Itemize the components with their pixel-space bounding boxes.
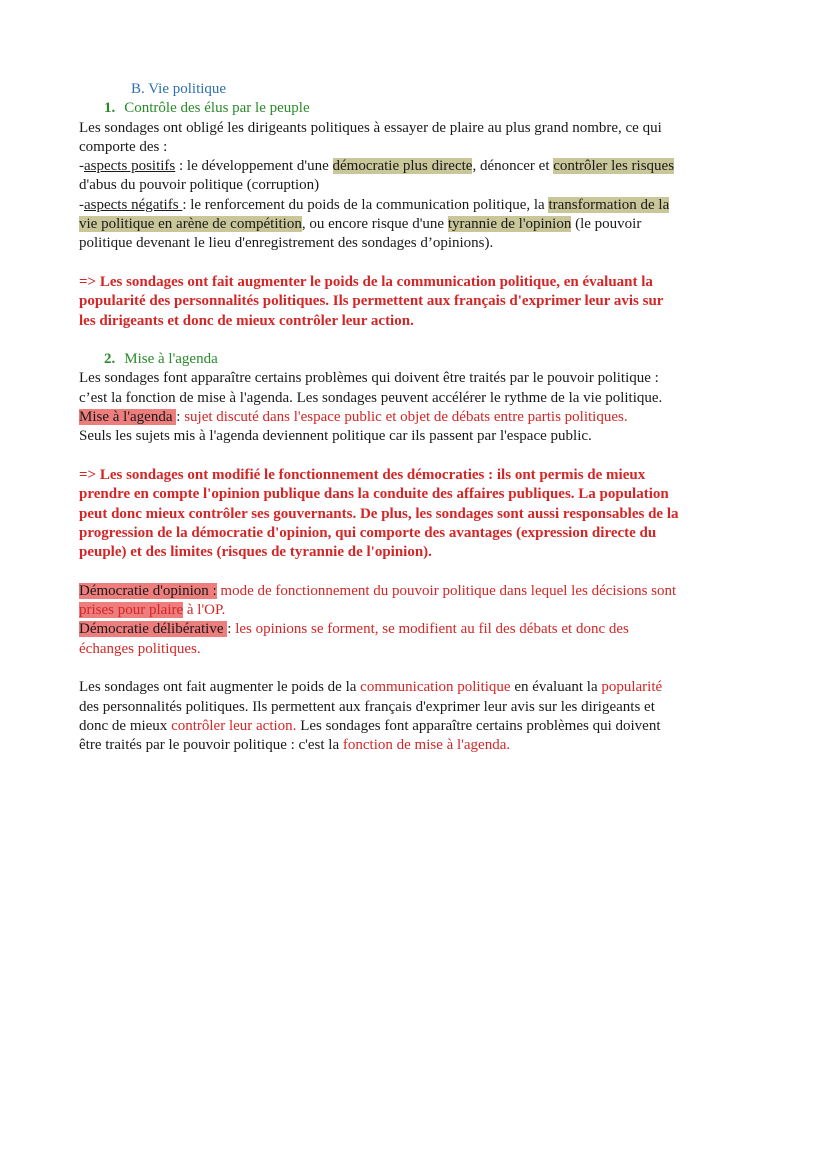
text-span: : le développement d'une <box>175 158 333 175</box>
definition-democratie-opinion: mode de fonctionnement du pouvoir politique dans lequel les décisions sont <box>216 582 677 599</box>
colon: : <box>176 409 181 426</box>
text-line: d'abus du pouvoir politique (corruption) <box>79 177 320 194</box>
text-line: les dirigeants et donc de mieux contrôler leur action. <box>79 312 414 329</box>
term-aspects-negatifs: aspects négatifs <box>84 196 183 213</box>
highlight-transformation: transformation de la <box>548 196 670 213</box>
text-line: popularité des personnalités politiques. Ils permettent aux français d'exprimer leur avis sur <box>79 293 664 310</box>
text-span: Les sondages ont fait augmenter le poids de la <box>79 679 361 696</box>
spacer <box>79 562 749 581</box>
term-mise-a-agenda: Mise à l'agenda <box>79 409 177 426</box>
text-line: comporte des : <box>79 138 168 155</box>
text-span: en évaluant la <box>510 679 602 696</box>
text-span: , dénoncer et <box>472 158 554 175</box>
keyword-agenda: fonction de mise à l'agenda. <box>342 737 511 754</box>
text-line <box>79 678 749 697</box>
term-democratie-opinion: Démocratie d'opinion : <box>79 582 217 599</box>
colon: : <box>227 621 232 638</box>
subsection-heading-1 <box>79 99 749 118</box>
text-line: échanges politiques. <box>79 640 201 657</box>
text-line <box>79 601 749 620</box>
text-line <box>79 157 749 176</box>
highlight-controler-risques: contrôler les risques <box>553 158 675 175</box>
highlight-arene: vie politique en arène de compétition <box>79 216 302 233</box>
definitions <box>79 582 749 659</box>
document-content <box>79 80 749 755</box>
term-aspects-positifs: aspects positifs <box>84 158 176 175</box>
summary-paragraph <box>79 678 749 755</box>
term-democratie-deliberative: Démocratie délibérative <box>79 621 228 638</box>
highlight-democratie-directe: démocratie plus directe <box>332 158 473 175</box>
text-span: (le pouvoir <box>571 216 642 233</box>
text-span: , ou encore risque d'une <box>301 216 448 233</box>
subsection-title: Mise à l'agenda <box>124 351 218 368</box>
text-line: Les sondages font apparaître certains problèmes qui doivent être traités par le pouvoir politique : <box>79 370 659 387</box>
spacer <box>79 254 749 273</box>
conclusion-1 <box>79 273 749 331</box>
dash: - <box>79 196 84 213</box>
definition-mise-a-agenda: sujet discuté dans l'espace public et objet de débats entre partis politiques. <box>180 409 628 426</box>
paragraph-agenda <box>79 369 749 446</box>
keyword-communication: communication politique <box>360 679 511 696</box>
keyword-popularite: popularité <box>601 679 663 696</box>
definition-democratie-deliberative: les opinions se forment, se modifient au fil des débats et donc des <box>231 621 629 638</box>
spacer <box>79 331 749 350</box>
text-line: politique devenant le lieu d'enregistrement des sondages d’opinions). <box>79 235 494 252</box>
text-line <box>79 620 749 639</box>
subsection-number: 1. <box>104 100 116 117</box>
highlight-tyrannie: tyrannie de l'opinion <box>447 216 572 233</box>
section-heading-b: B. Vie politique <box>131 81 227 97</box>
paragraph-control <box>79 119 749 254</box>
text-line: prendre en compte l'opinion publique dans la conduite des affaires publiques. La population <box>79 486 669 503</box>
text-line: Seuls les sujets mis à l'agenda deviennent politique car ils passent par l'espace public. <box>79 428 592 445</box>
subsection-number: 2. <box>104 351 116 368</box>
text-line: => Les sondages ont fait augmenter le poids de la communication politique, en évaluant la <box>79 273 653 290</box>
text-line: des personnalités politiques. Ils permettent aux français d'exprimer leur avis sur les dirigeants et <box>79 698 655 715</box>
spacer <box>79 447 749 466</box>
text-span: donc de mieux <box>79 717 172 734</box>
text-line: Les sondages ont obligé les dirigeants politiques à essayer de plaire au plus grand nombre, ce qui <box>79 119 662 136</box>
text-line: peuple) et des limites (risques de tyrannie de l'opinion). <box>79 544 432 561</box>
text-span: : le renforcement du poids de la communication politique, la <box>182 196 549 213</box>
text-line: peut donc mieux contrôler ses gouvernants. De plus, les sondages sont aussi responsables de la <box>79 505 679 522</box>
text-line: progression de la démocratie d'opinion, qui comporte des avantages (expression directe du <box>79 524 657 541</box>
text-line <box>79 736 749 755</box>
text-line <box>79 408 749 427</box>
spacer <box>79 659 749 678</box>
dash: - <box>79 158 84 175</box>
text-line <box>79 717 749 736</box>
text-span: à l'OP. <box>183 602 226 619</box>
text-line <box>79 582 749 601</box>
subsection-heading-2 <box>79 350 749 369</box>
text-line: => Les sondages ont modifié le fonctionnement des démocraties : ils ont permis de mieux <box>79 466 646 483</box>
text-line <box>79 215 749 234</box>
highlight-prises-pour-plaire: prises pour plaire <box>79 602 184 619</box>
keyword-controler: contrôler leur action. <box>171 717 297 734</box>
text-span: être traités par le pouvoir politique : c'est la <box>79 737 343 754</box>
text-line <box>79 196 749 215</box>
subsection-title: Contrôle des élus par le peuple <box>124 100 310 117</box>
text-line: c’est la fonction de mise à l'agenda. Les sondages peuvent accélérer le rythme de la vie politique. <box>79 389 663 406</box>
text-span: Les sondages font apparaître certains problèmes qui doivent <box>296 717 661 734</box>
conclusion-2 <box>79 466 749 562</box>
